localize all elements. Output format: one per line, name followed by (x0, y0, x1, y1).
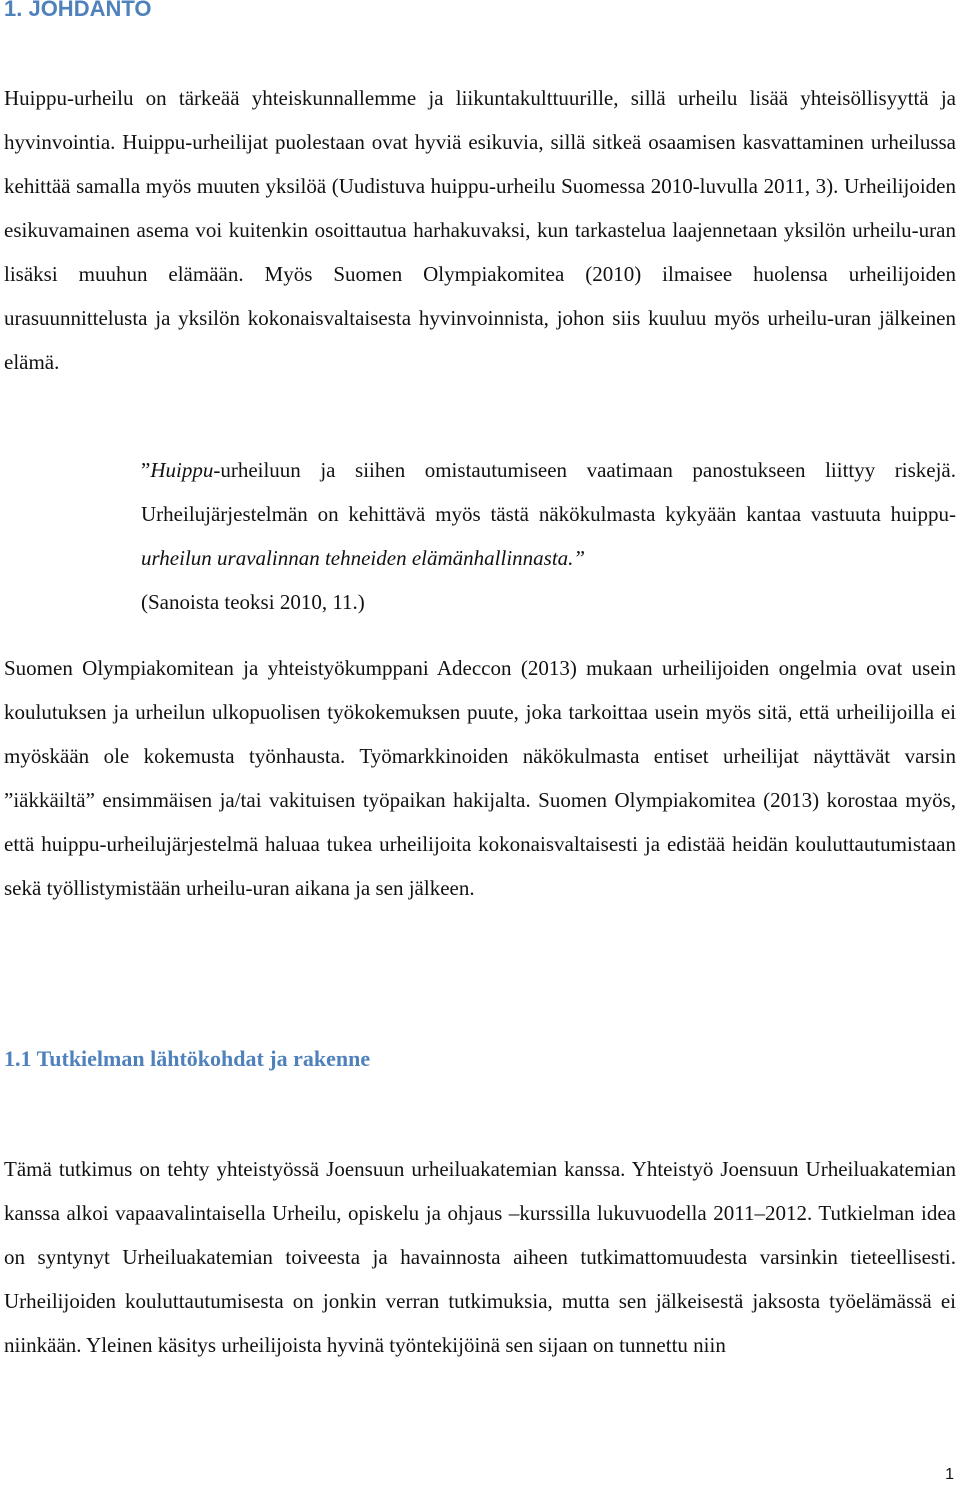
paragraph-study-background: Tämä tutkimus on tehty yhteistyössä Joensuun urheiluakatemian kanssa. Yhteistyö Joensuun Urheiluakatemian kanssa alkoi vapaavalintaisella Urheilu, opiskelu ja ohjaus –kurssilla lukuvuodella 2011–2012. Tutkielman idea on syntynyt Urheiluakatemian toiveesta ja havainnosta aiheen tutkimattomuudesta varsinkin tieteellisesti. Urheilijoiden kouluttautumisesta on jonkin verran tutkimuksia, mutta sen jälkeisestä jaksosta työelämässä ei niinkään. Yleinen käsitys urheilijoista hyvinä työntekijöinä sen sijaan on tunnettu niin (4, 1157, 956, 1357)
block-quote (141, 448, 956, 624)
paragraph-intro: Huippu-urheilu on tärkeää yhteiskunnallemme ja liikuntakulttuurille, sillä urheilu lisää yhteisöllisyyttä ja hyvinvointia. Huippu-urheilijat puolestaan ovat hyviä esikuvia, sillä sitkeä osaamisen kasvattaminen urheilussa kehittää samalla myös muuten yksilöä (Uudistuva huippu-urheilu Suomessa 2010-luvulla 2011, 3). Urheilijoiden esikuvamainen asema voi kuitenkin osoittautua harhakuvaksi, kun tarkastelua laajennetaan yksilön urheilu-uran lisäksi muuhun elämään. Myös Suomen Olympiakomitea (2010) ilmaisee huolensa urheilijoiden urasuunnittelusta ja yksilön kokonaisvaltaisesta hyvinvoinnista, johon siis kuuluu myös urheilu-uran jälkeinen elämä. (4, 86, 956, 374)
page-number: 1 (945, 1466, 954, 1483)
quote-citation: (Sanoista teoksi 2010, 11.) (141, 590, 365, 614)
quote-open-mark: ” (141, 458, 151, 482)
paragraph-olympic-committee: Suomen Olympiakomitean ja yhteistyökumppani Adeccon (2013) mukaan urheilijoiden ongelmia ovat usein koulutuksen ja urheilun ulkopuolisen työkokemuksen puute, joka tarkoittaa usein myös sitä, että urheilijoilla ei myöskään ole kokemusta työnhausta. Työmarkkinoiden näkökulmasta entiset urheilijat näyttävät varsin ”iäkkäiltä” ensimmäisen ja/tai vakituisen työpaikan hakijalta. Suomen Olympiakomitea (2013) korostaa myös, että huippu-urheilujärjestelmä haluaa tukea urheilijoita kokonaisvaltaisesti ja edistää heidän kouluttautumistaan sekä työllistymistään urheilu-uran aikana ja sen jälkeen. (4, 656, 956, 900)
section-heading: 1.1 Tutkielman lähtökohdat ja rakenne (4, 1046, 371, 1071)
quote-body: -urheiluun ja siihen omistautumiseen vaatimaan panostukseen liittyy riskejä. Urheilujärjestelmän on kehittävä myös tästä näkökulmasta kykyään kantaa vastuuta huippu- (141, 458, 956, 526)
quote-italic-start: Huippu (150, 458, 214, 482)
quote-italic-end: urheilun uravalinnan tehneiden elämänhallinnasta.” (141, 546, 586, 570)
chapter-heading: 1. JOHDANTO (4, 0, 152, 21)
